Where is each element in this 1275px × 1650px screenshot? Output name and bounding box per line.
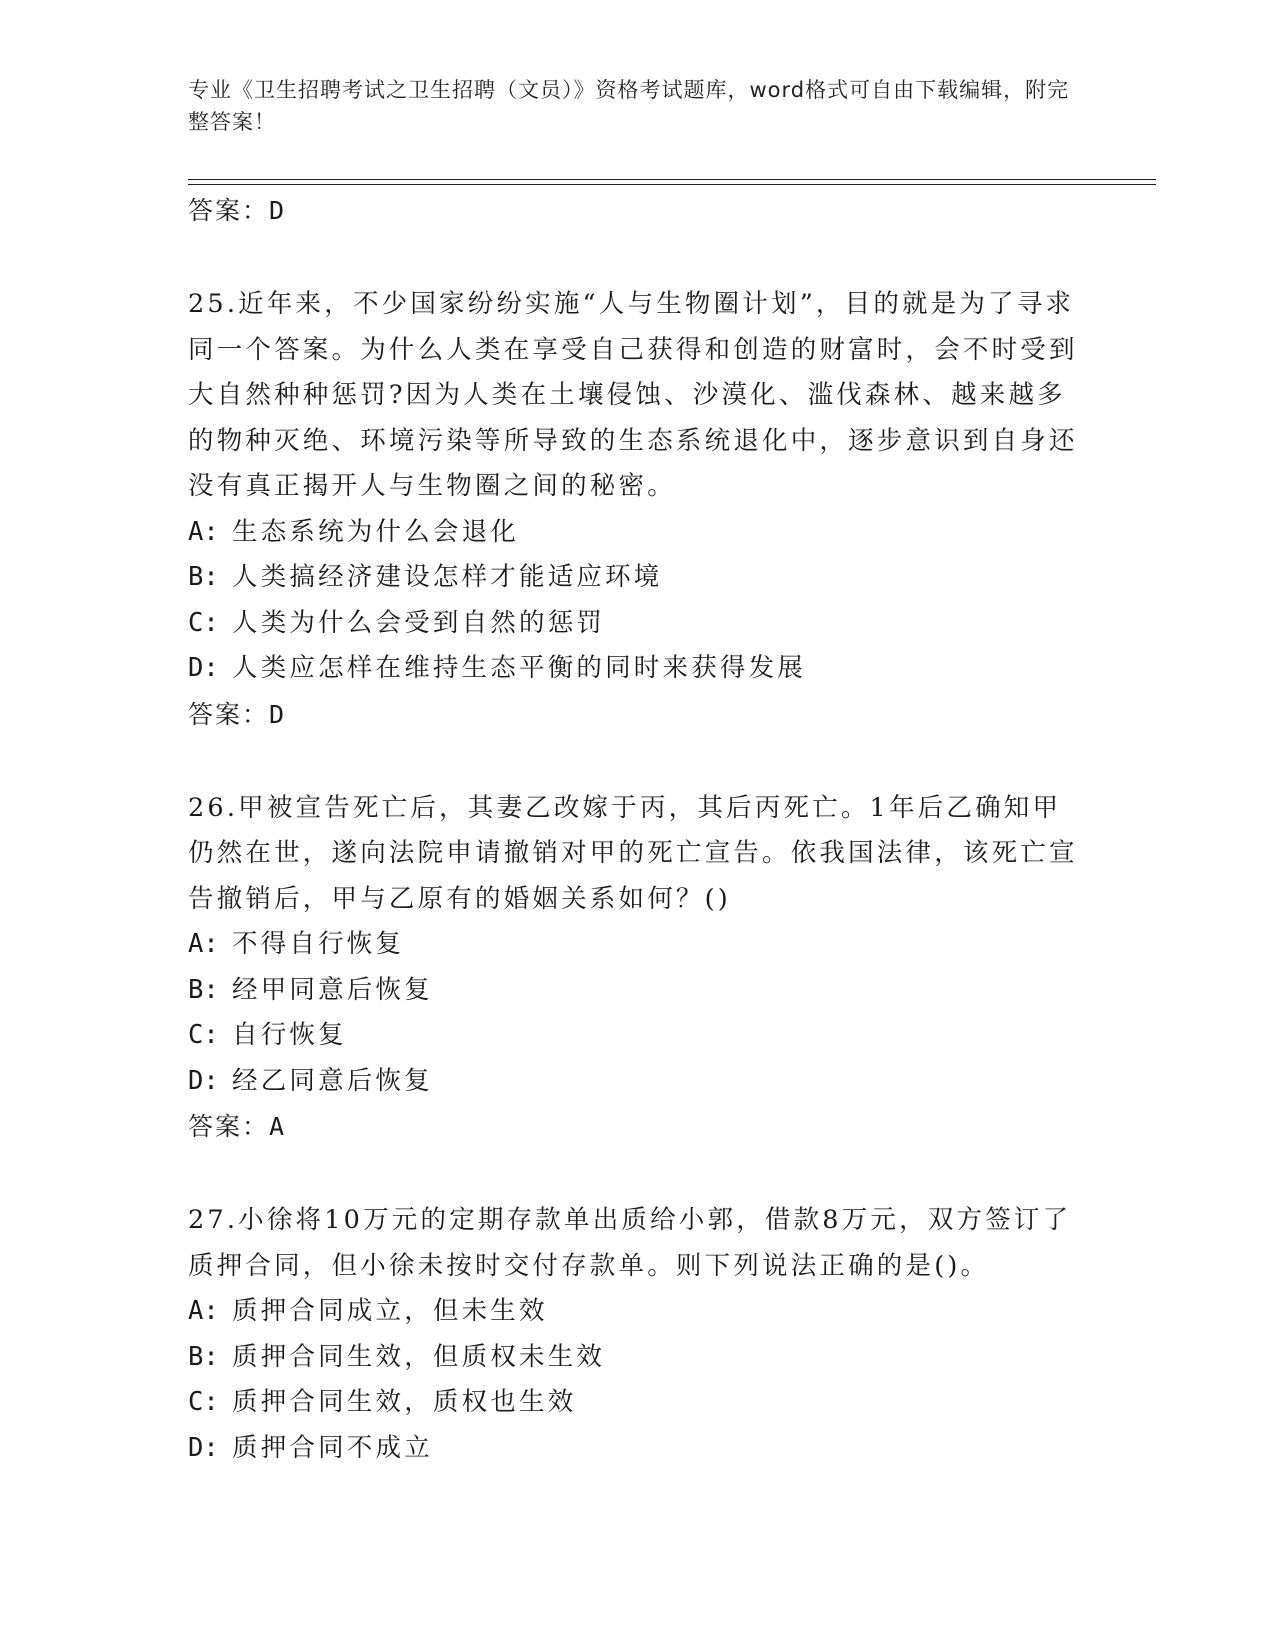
document-header: 专业《卫生招聘考试之卫生招聘（文员）》资格考试题库，word格式可自由下载编辑，附完整答案！ bbox=[188, 78, 1070, 134]
answer-label: 答案： bbox=[188, 1112, 270, 1141]
option-d bbox=[188, 646, 1088, 692]
option-c bbox=[188, 1013, 1088, 1059]
question-26 bbox=[188, 786, 1088, 1151]
option-text: 质押合同生效，质权也生效 bbox=[232, 1387, 577, 1417]
option-text: 生态系统为什么会退化 bbox=[232, 516, 520, 547]
option-text: 人类搞经济建设怎样才能适应环境 bbox=[232, 562, 663, 592]
option-key: D: bbox=[188, 1065, 219, 1096]
option-text: 经乙同意后恢复 bbox=[232, 1065, 433, 1096]
option-text: 不得自行恢复 bbox=[232, 929, 405, 959]
option-d bbox=[188, 1426, 1088, 1472]
answer-line bbox=[188, 692, 1088, 738]
option-key: D: bbox=[188, 653, 219, 683]
option-d bbox=[188, 1059, 1088, 1105]
option-key: A: bbox=[188, 929, 219, 959]
option-key: A: bbox=[188, 1296, 219, 1326]
option-text: 质押合同成立，但未生效 bbox=[232, 1296, 548, 1326]
answer-line bbox=[188, 1104, 1088, 1150]
option-a bbox=[188, 510, 1088, 556]
option-text: 质押合同生效，但质权未生效 bbox=[232, 1341, 606, 1372]
answer-value: D bbox=[269, 196, 286, 225]
question-stem: 27.小徐将10万元的定期存款单出质给小郭，借款8万元，双方签订了质押合同，但小徐未按时交付存款单。则下列说法正确的是()。 bbox=[188, 1205, 1072, 1281]
option-key: C: bbox=[188, 1020, 219, 1050]
option-key: C: bbox=[188, 607, 219, 638]
option-c bbox=[188, 601, 1088, 647]
option-b bbox=[188, 968, 1088, 1014]
header-divider-bottom bbox=[188, 184, 1156, 185]
option-key: A: bbox=[188, 516, 219, 547]
option-key: B: bbox=[188, 562, 219, 592]
question-stem: 25.近年来，不少国家纷纷实施“人与生物圈计划”，目的就是为了寻求同一个答案。为什么人类在享受自己获得和创造的财富时，会不时受到大自然种种惩罚?因为人类在土壤侵蚀、沙漠化、滥伐森林、越来越多的物种灭绝、环境污染等所导致的生态系统退化中，逐步意识到自身还没有真正揭开人与生物圈之间的秘密。 bbox=[188, 289, 1078, 501]
answer-value: D bbox=[269, 699, 286, 729]
question-25 bbox=[188, 282, 1088, 738]
option-b bbox=[188, 555, 1088, 601]
option-b bbox=[188, 1335, 1088, 1381]
answer-label: 答案： bbox=[188, 699, 270, 729]
option-a bbox=[188, 922, 1088, 968]
answer-line bbox=[188, 188, 1088, 234]
option-text: 经甲同意后恢复 bbox=[232, 974, 433, 1005]
option-c bbox=[188, 1380, 1088, 1426]
question-stem: 26.甲被宣告死亡后，其妻乙改嫁于丙，其后丙死亡。1年后乙确知甲仍然在世，遂向法院申请撤销对甲的死亡宣告。依我国法律，该死亡宣告撤销后，甲与乙原有的婚姻关系如何？() bbox=[188, 792, 1078, 914]
answer-value: A bbox=[269, 1112, 286, 1141]
header-divider-top bbox=[188, 179, 1156, 180]
option-text: 自行恢复 bbox=[232, 1020, 347, 1050]
question-list bbox=[188, 188, 1088, 1471]
option-key: D: bbox=[188, 1432, 219, 1463]
option-key: B: bbox=[188, 974, 219, 1005]
option-text: 质押合同不成立 bbox=[232, 1432, 433, 1463]
option-key: B: bbox=[188, 1341, 219, 1372]
option-text: 人类为什么会受到自然的惩罚 bbox=[232, 607, 606, 638]
question-27 bbox=[188, 1198, 1088, 1471]
answer-label: 答案： bbox=[188, 196, 270, 225]
option-text: 人类应怎样在维持生态平衡的同时来获得发展 bbox=[232, 653, 807, 683]
option-a bbox=[188, 1289, 1088, 1335]
option-key: C: bbox=[188, 1387, 219, 1417]
